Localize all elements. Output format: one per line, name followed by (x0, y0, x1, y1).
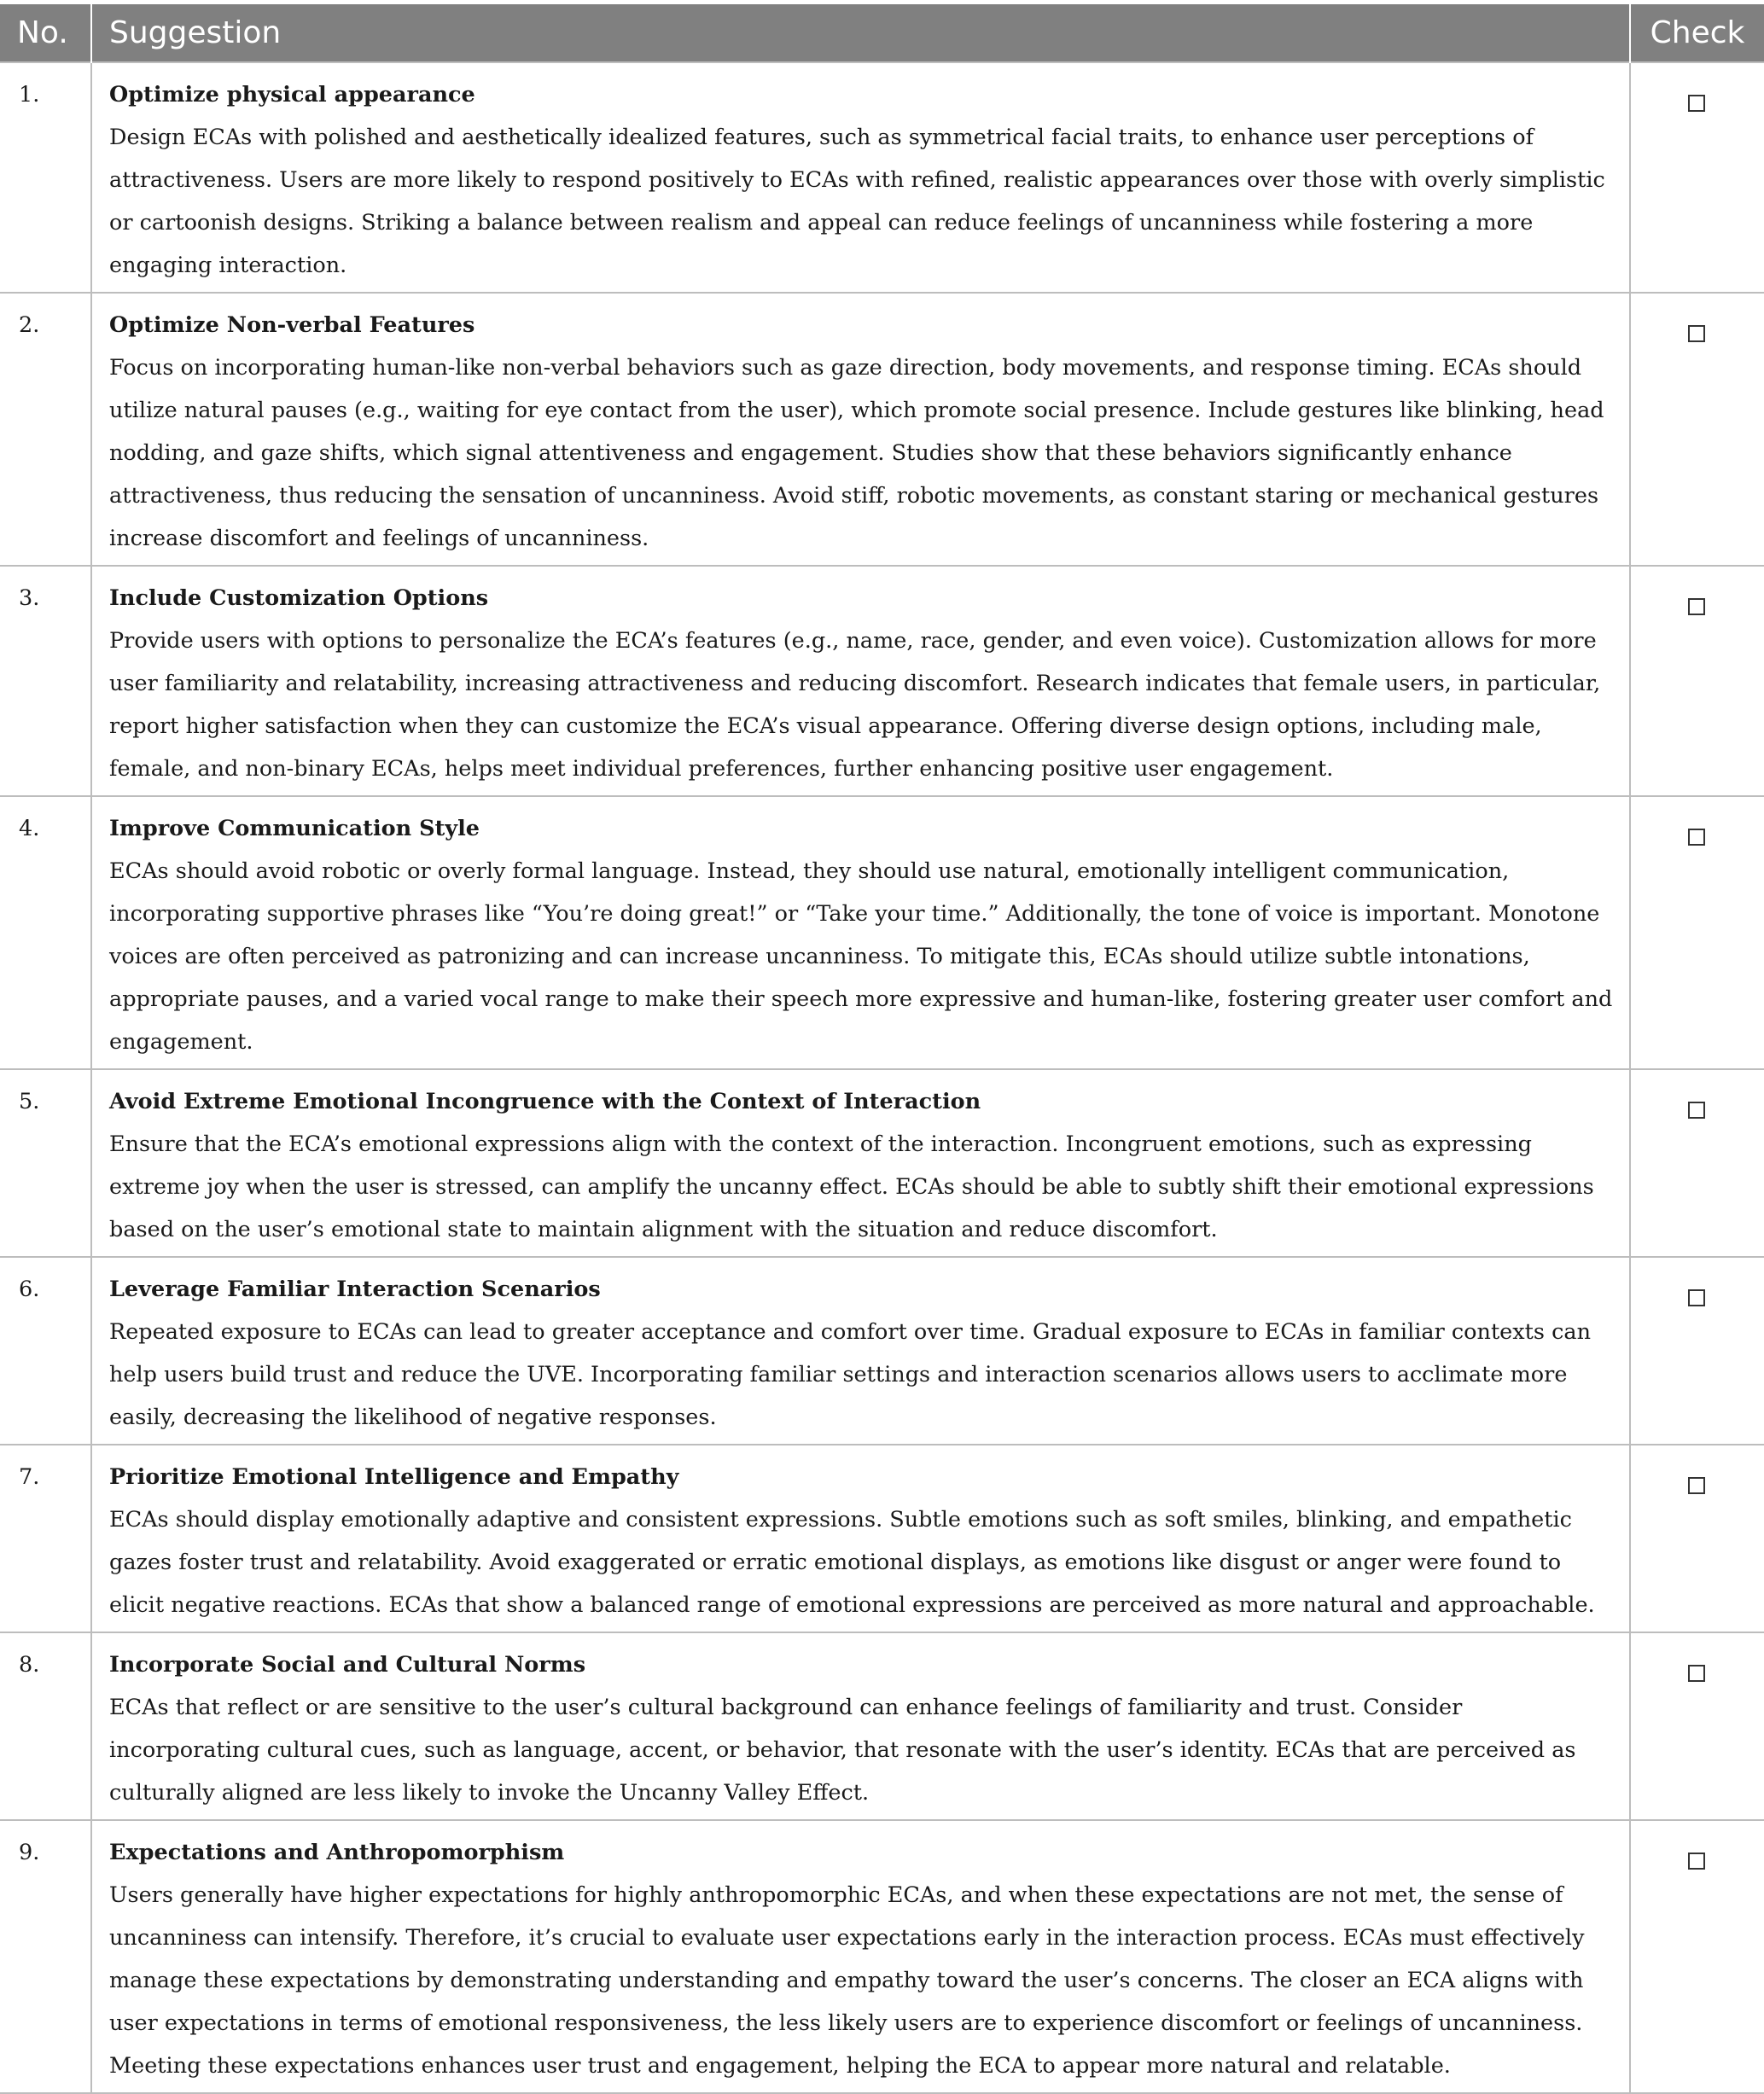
suggestion-title: Leverage Familiar Interaction Scenarios (109, 1277, 601, 1302)
checkbox-icon[interactable] (1688, 1853, 1705, 1870)
checkbox-icon[interactable] (1688, 829, 1705, 846)
suggestion-title: Optimize Non-verbal Features (109, 312, 475, 338)
row-number: 3. (0, 566, 91, 796)
suggestion-cell (91, 1632, 1630, 1820)
check-cell (1630, 1632, 1764, 1820)
suggestion-cell (91, 293, 1630, 566)
checkbox-icon[interactable] (1688, 598, 1705, 615)
suggestion-body: Ensure that the ECA’s emotional expressions align with the context of the interaction. Incongruent emotions, such as expressing extreme joy when the user is stressed, can amplify the uncanny effect. ECAs should be able to subtly shift their emotional expressions based on the user’s emotional state to maintain alignment with the situation and reduce discomfort. (109, 1131, 1594, 1242)
row-number: 5. (0, 1069, 91, 1257)
suggestion-cell (91, 62, 1630, 293)
check-cell (1630, 62, 1764, 293)
row-number: 1. (0, 62, 91, 293)
check-cell (1630, 293, 1764, 566)
suggestion-body: ECAs should avoid robotic or overly formal language. Instead, they should use natural, emotionally intelligent communication, incorporating supportive phrases like “You’re doing great!” or “Take your time.” Additionally, the tone of voice is important. Monotone voices are often perceived as patronizing and can increase uncanniness. To mitigate this, ECAs should utilize subtle intonations, appropriate pauses, and a varied vocal range to make their speech more expressive and human-like, fostering greater user comfort and engagement. (109, 858, 1613, 1055)
suggestion-body: Users generally have higher expectations for highly anthropomorphic ECAs, and when these expectations are not met, the sense of uncanniness can intensify. Therefore, it’s crucial to evaluate user expectations early in the interaction process. ECAs must effectively manage these expectations by demonstrating understanding and empathy toward the user’s concerns. The closer an ECA aligns with user expectations in terms of emotional responsiveness, the less likely users are to experience discomfort or feelings of uncanniness. Meeting these expectations enhances user trust and engagement, helping the ECA to appear more natural and relatable. (109, 1882, 1585, 2079)
table-row (0, 62, 1764, 293)
table-row (0, 566, 1764, 796)
suggestion-cell (91, 1257, 1630, 1445)
suggestion-cell (91, 1069, 1630, 1257)
row-number: 9. (0, 1820, 91, 2093)
suggestion-body: Design ECAs with polished and aesthetically idealized features, such as symmetrical facial traits, to enhance user perceptions of attractiveness. Users are more likely to respond positively to ECAs with refined, realistic appearances over those with overly simplistic or cartoonish designs. Striking a balance between realism and appeal can reduce feelings of uncanniness while fostering a more engaging interaction. (109, 125, 1605, 278)
table-row (0, 1820, 1764, 2093)
suggestion-body: Focus on incorporating human-like non-verbal behaviors such as gaze direction, body movements, and response timing. ECAs should utilize natural pauses (e.g., waiting for eye contact from the user), which promote social presence. Include gestures like blinking, head nodding, and gaze shifts, which signal attentiveness and engagement. Studies show that these behaviors significantly enhance attractiveness, thus reducing the sensation of uncanniness. Avoid stiff, robotic movements, as constant staring or mechanical gestures increase discomfort and feelings of uncanniness. (109, 355, 1604, 551)
suggestion-title: Incorporate Social and Cultural Norms (109, 1652, 586, 1678)
check-cell (1630, 566, 1764, 796)
suggestion-body: ECAs should display emotionally adaptive and consistent expressions. Subtle emotions such as soft smiles, blinking, and empathetic gazes foster trust and relatability. Avoid exaggerated or erratic emotional displays, as emotions like disgust or anger were found to elicit negative reactions. ECAs that show a balanced range of emotional expressions are perceived as more natural and approachable. (109, 1507, 1595, 1618)
table-header-row (0, 4, 1764, 62)
suggestion-cell (91, 566, 1630, 796)
row-number: 7. (0, 1445, 91, 1632)
suggestion-cell (91, 1445, 1630, 1632)
row-number: 4. (0, 796, 91, 1069)
check-cell (1630, 796, 1764, 1069)
table-row (0, 1069, 1764, 1257)
check-cell (1630, 1445, 1764, 1632)
checkbox-icon[interactable] (1688, 1102, 1705, 1119)
suggestion-cell (91, 796, 1630, 1069)
suggestion-body: Provide users with options to personalize the ECA’s features (e.g., name, race, gender, and even voice). Customization allows for more user familiarity and relatability, increasing attractiveness and reducing discomfort. Research indicates that female users, in particular, report higher satisfaction when they can customize the ECA’s visual appearance. Offering diverse design options, including male, female, and non-binary ECAs, helps meet individual preferences, further enhancing positive user engagement. (109, 628, 1601, 782)
checkbox-icon[interactable] (1688, 1289, 1705, 1306)
suggestion-title: Prioritize Emotional Intelligence and Empathy (109, 1464, 679, 1490)
suggestion-title: Optimize physical appearance (109, 82, 475, 108)
suggestion-title: Include Customization Options (109, 585, 489, 611)
checkbox-icon[interactable] (1688, 1665, 1705, 1682)
table-row (0, 796, 1764, 1069)
header-suggestion: Suggestion (91, 4, 1630, 62)
checkbox-icon[interactable] (1688, 95, 1705, 112)
suggestion-cell (91, 1820, 1630, 2093)
row-number: 2. (0, 293, 91, 566)
checkbox-icon[interactable] (1688, 1477, 1705, 1494)
check-cell (1630, 1820, 1764, 2093)
checkbox-icon[interactable] (1688, 325, 1705, 342)
suggestion-body: ECAs that reflect or are sensitive to the user’s cultural background can enhance feelings of familiarity and trust. Consider incorporating cultural cues, such as language, accent, or behavior, that resonate with the user’s identity. ECAs that are perceived as culturally aligned are less likely to invoke the Uncanny Valley Effect. (109, 1695, 1576, 1806)
check-cell (1630, 1257, 1764, 1445)
suggestion-body: Repeated exposure to ECAs can lead to greater acceptance and comfort over time. Gradual exposure to ECAs in familiar contexts can help users build trust and reduce the UVE. Incorporating familiar settings and interaction scenarios allows users to acclimate more easily, decreasing the likelihood of negative responses. (109, 1319, 1592, 1430)
suggestion-checklist-table (0, 4, 1764, 2094)
table-row (0, 1445, 1764, 1632)
header-no: No. (0, 4, 91, 62)
row-number: 6. (0, 1257, 91, 1445)
table-row (0, 293, 1764, 566)
table-row (0, 1632, 1764, 1820)
suggestion-title: Expectations and Anthropomorphism (109, 1840, 565, 1865)
check-cell (1630, 1069, 1764, 1257)
suggestion-title: Improve Communication Style (109, 816, 480, 841)
suggestion-title: Avoid Extreme Emotional Incongruence with the Context of Interaction (109, 1089, 981, 1114)
header-check: Check (1630, 4, 1764, 62)
row-number: 8. (0, 1632, 91, 1820)
table-row (0, 1257, 1764, 1445)
